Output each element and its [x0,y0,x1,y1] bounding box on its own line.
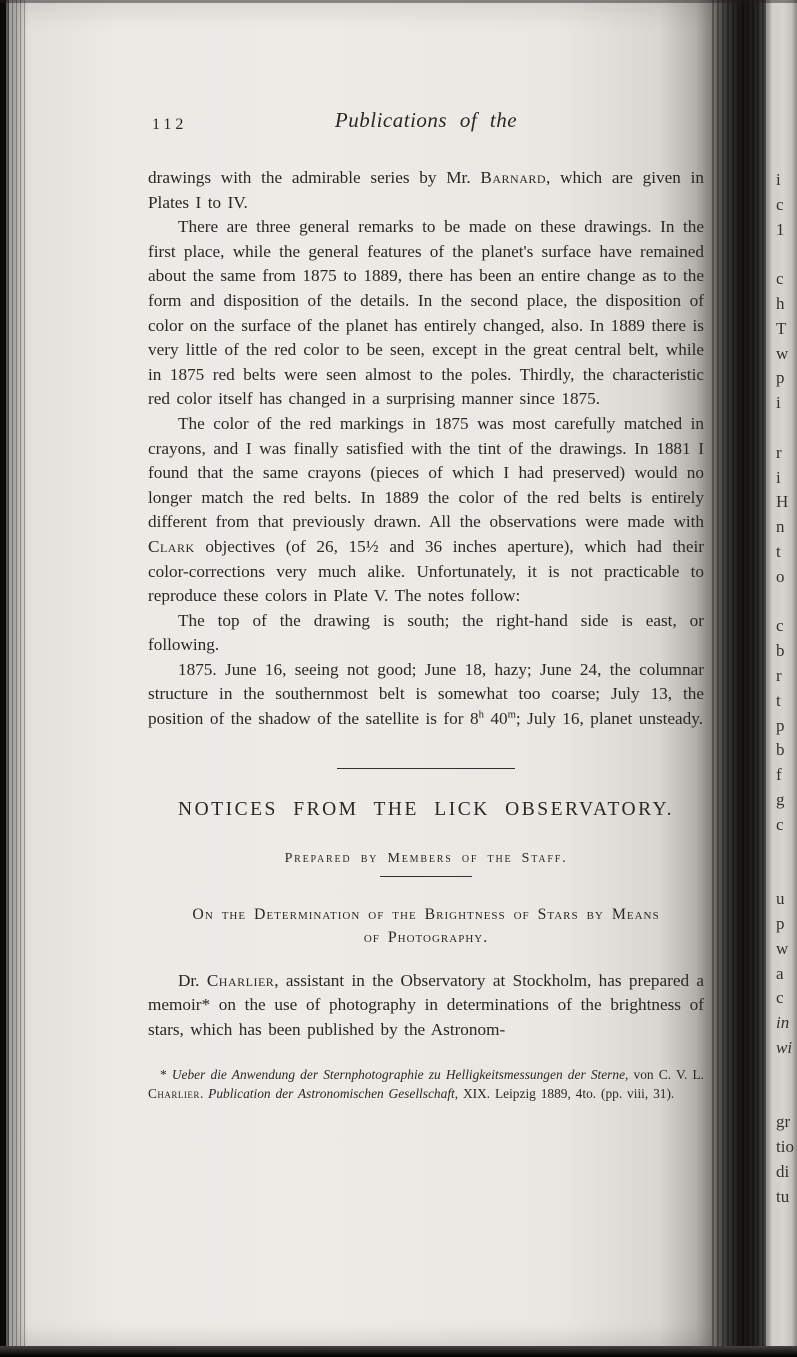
facing-page-sliver [766,0,797,1346]
facing-page-fragment: in [776,1013,790,1033]
facing-page-fragment: n [776,517,785,537]
facing-page-fragment: c [776,269,784,289]
facing-page-fragment: g [776,789,785,809]
section-subtitle: Prepared by Members of the Staff. [284,850,568,866]
page-number: 112 [152,116,188,133]
page-content [148,108,704,1104]
facing-page-fragment: a [776,963,784,983]
facing-page-fragment: p [776,913,785,933]
facing-page-fragment: p [776,715,785,735]
text-segment: Clark [148,536,195,556]
facing-page-fragment: t [776,690,781,710]
text-segment: , assistant in the Observatory at Stockholm, has prepared a memoir* on the use of photography in determinations of the brightness of stars, which has been published by the Astronom- [148,970,705,1039]
text-segment: . [199,1086,209,1102]
article-title-line-2: of Photography. [363,928,489,946]
subtitle-rule [380,876,472,877]
facing-page-fragment: H [776,492,789,512]
facing-page-fragment: f [776,765,782,785]
facing-page-fragment: wi [776,1037,793,1057]
body-paragraph-5 [148,658,704,732]
running-title: Publications of the [334,108,518,132]
facing-page-fragment [776,242,797,267]
facing-page-fragment: c [776,194,784,214]
section-divider-rule [337,768,515,769]
facing-page-fragment: c [776,616,784,636]
notices-paragraph-1 [148,969,704,1043]
facing-page-fragment: p [776,368,785,388]
book-binding-edge [0,0,28,1357]
text-segment: Charlier [206,970,275,990]
facing-page-fragment [776,1085,797,1110]
scan-bottom-edge [0,1346,797,1357]
text-segment: , which are given in Plates I to IV. [148,168,704,212]
facing-page-fragment: c [776,988,784,1008]
facing-page-fragment: t [776,541,781,561]
body-paragraph-1 [148,166,704,215]
facing-page-fragment: di [776,1161,790,1181]
text-segment: 1875. June 16, seeing not good; June 18, hazy; June 24, the columnar structure in the southernmost belt is somewhat too coarse; July 13, the position of the shadow of the satellite is for 8 [148,659,704,729]
text-segment: objectives (of 26, 15½ and 36 inches aperture), which had their color-corrections very much alike. Unfortunately, it is not practicable to reproduce these colors in Plate V. The notes follow: [148,536,704,606]
facing-page-fragment: i [776,467,781,487]
facing-page-fragment: i [776,170,781,189]
text-segment: Charlier [148,1086,200,1102]
text-segment: Dr. [178,970,207,990]
text-segment: m [507,709,516,721]
facing-page-fragment: T [776,318,787,338]
facing-page-fragment: r [776,442,782,462]
footnote [148,1066,704,1103]
facing-page-fragment: 1 [776,219,785,239]
facing-page-fragment: tio [776,1137,794,1157]
facing-page-fragment: gr [776,1112,791,1132]
facing-page-fragment: w [776,343,789,363]
facing-page-fragment: b [776,641,785,661]
text-segment: h [478,709,484,721]
facing-page-fragments [766,0,797,1209]
scan-top-edge [0,0,797,3]
body-paragraph-4: The top of the drawing is south; the right-hand side is east, or following. [148,610,704,655]
text-segment: , XIX. Leipzig 1889, 4to. (pp. viii, 31). [454,1086,675,1102]
facing-page-fragment: b [776,740,785,760]
facing-page-fragment: r [776,665,782,685]
facing-page-fragment [776,862,797,887]
text-segment: , von C. V. L. [625,1067,704,1083]
facing-page-fragment: w [776,938,789,958]
text-segment: drawings with the admirable series by Mr. [148,168,481,187]
page-header [148,108,704,138]
text-segment: * [160,1067,172,1083]
body-text [148,166,704,732]
text-segment: ; July 16, planet unsteady. [515,709,704,729]
text-segment: Publication der Astronomischen Gesellschaft [208,1086,455,1102]
text-segment: Barnard [480,168,547,187]
facing-page-fragment: c [776,814,784,834]
section-title: NOTICES FROM THE LICK OBSERVATORY. [178,798,674,820]
text-segment: 40 [483,709,508,729]
article-title [148,903,704,949]
facing-page-fragment [776,838,797,863]
facing-page-fragment [776,416,797,441]
text-segment: Ueber die Anwendung der Sternphotographie zu Helligkeitsmessungen der Sterne [171,1067,626,1083]
facing-page-fragment: o [776,566,785,586]
facing-page-fragment [776,590,797,615]
article-title-line-1: On the Determination of the Brightness of Stars by Means [192,905,660,923]
facing-page-fragment: u [776,889,785,909]
facing-page-fragment: i [776,393,781,413]
text-segment: The color of the red markings in 1875 was most carefully matched in crayons, and I was finally satisfied with the tint of the drawings. In 1881 I found that the same crayons (pieces of which I had preserved) would no longer match the red belts. In 1889 the color of the red belts is entirely different from that previously drawn. All the observations were made with [148,413,704,532]
body-paragraph-3 [148,412,704,609]
body-paragraph-2: There are three general remarks to be made on these drawings. In the first place, while the general features of the planet's surface have remained about the same from 1875 to 1889, there has been an entire change as to the form and disposition of the details. In the second place, the disposition of color on the surface of the planet has entirely changed, also. In 1889 there is very little of the red color to be seen, except in the great central belt, while in 1875 red belts were seen almost to the poles. Thirdly, the characteristic red color itself has changed in a surprising manner since 1875. [148,217,704,409]
facing-page-fragment: tu [776,1186,790,1206]
facing-page-fragment: h [776,293,785,313]
facing-page-fragment [776,1061,797,1086]
book-gutter-shadow [712,0,766,1357]
